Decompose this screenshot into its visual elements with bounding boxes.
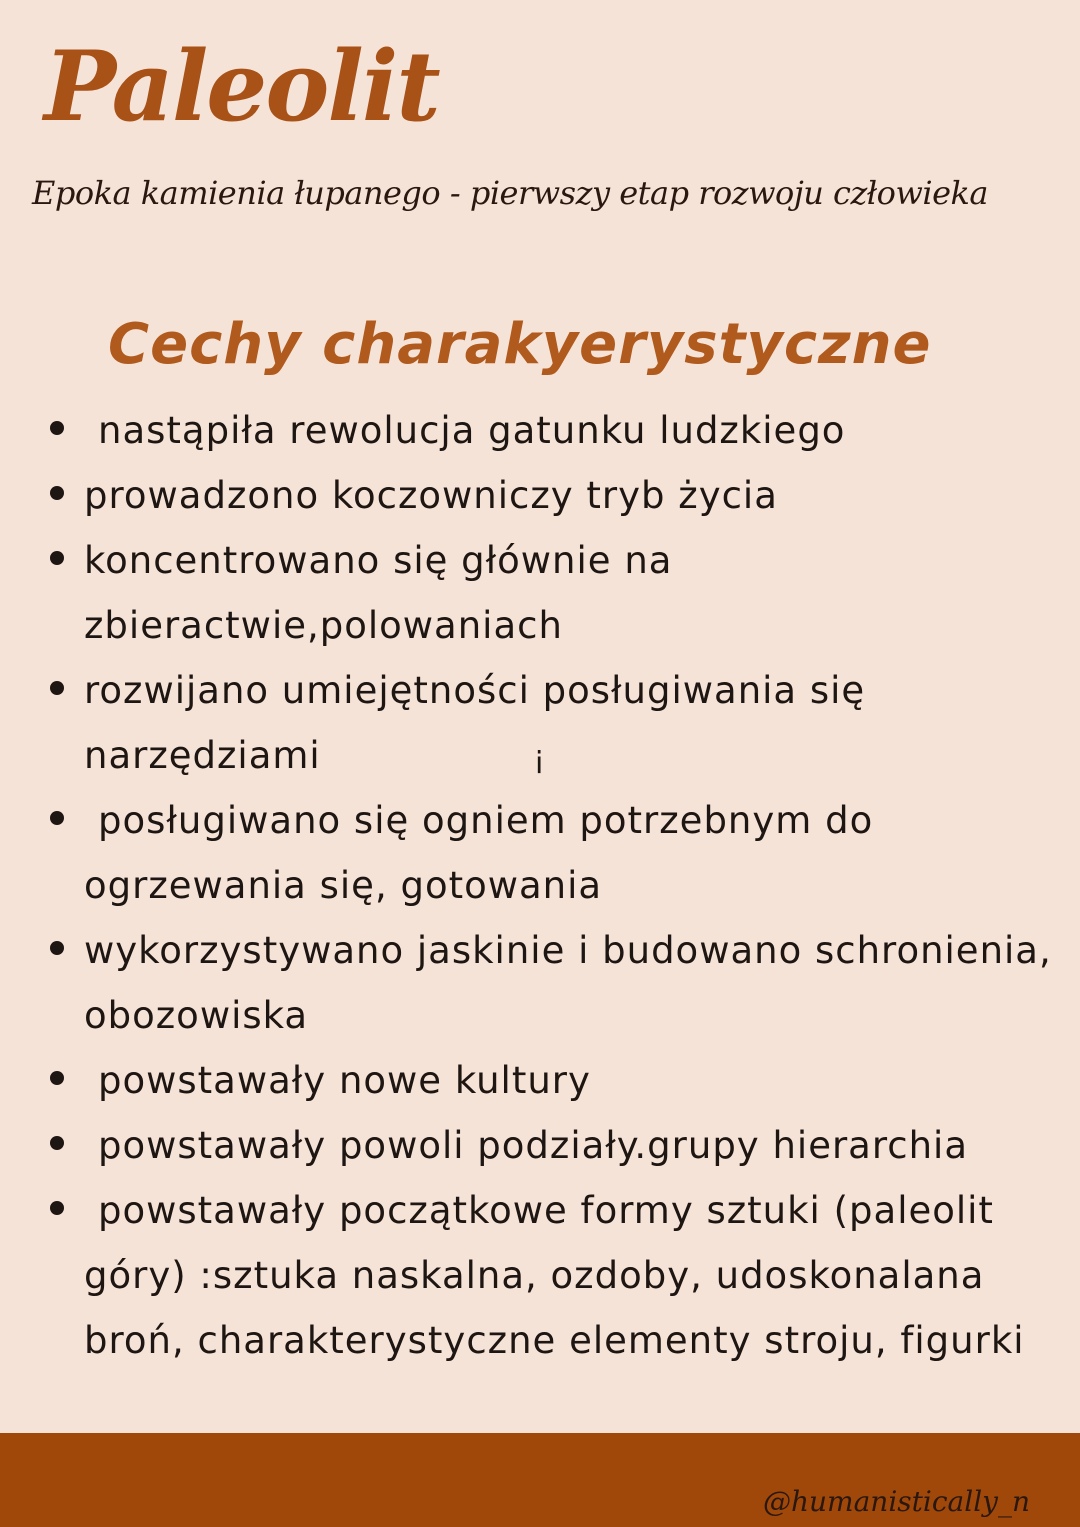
list-item-text: powstawały nowe kultury: [98, 1059, 591, 1102]
list-item-text: powstawały początkowe formy sztuki (paleolit góry) :sztuka naskalna, ozdoby, udoskonalana broń, charakterystyczne elementy stroju, figurki: [84, 1189, 1025, 1362]
list-item: [44, 1048, 1070, 1113]
list-item: [44, 788, 944, 918]
bullet-icon: [50, 681, 64, 695]
bullet-icon: [50, 551, 64, 565]
list-item-text: powstawały powoli podziały.grupy hierarchia: [98, 1124, 968, 1167]
list-item-text: posługiwano się ogniem potrzebnym do ogrzewania się, gotowania: [84, 799, 874, 907]
bullet-icon: [50, 486, 64, 500]
list-item: [44, 528, 724, 658]
list-item-text: nastąpiła rewolucja gatunku ludzkiego: [98, 409, 846, 452]
list-item: [44, 463, 1070, 528]
stray-mark: i: [535, 746, 544, 781]
features-list: [44, 398, 1070, 1373]
list-item-text: koncentrowano się głównie na zbieractwie,polowaniach: [84, 539, 673, 647]
list-item: [44, 1178, 1070, 1373]
bullet-icon: [50, 1201, 64, 1215]
section-heading: Cechy charakyerystyczne: [108, 312, 932, 377]
bullet-icon: [50, 941, 64, 955]
bullet-icon: [50, 421, 64, 435]
author-handle: @humanistically_n: [762, 1485, 1030, 1518]
list-item: [44, 918, 1070, 1048]
list-item-text: wykorzystywano jaskinie i budowano schronienia, obozowiska: [84, 929, 1052, 1037]
page-title: Paleolit: [44, 30, 439, 143]
bullet-icon: [50, 811, 64, 825]
list-item-text: prowadzono koczowniczy tryb życia: [84, 474, 778, 517]
page-subtitle: Epoka kamienia łupanego - pierwszy etap rozwoju człowieka: [32, 174, 988, 212]
bullet-icon: [50, 1071, 64, 1085]
bullet-icon: [50, 1136, 64, 1150]
list-item-text: rozwijano umiejętności posługiwania się narzędziami: [84, 669, 866, 777]
list-item: [44, 658, 914, 788]
list-item: [44, 1113, 1070, 1178]
list-item: [44, 398, 1070, 463]
